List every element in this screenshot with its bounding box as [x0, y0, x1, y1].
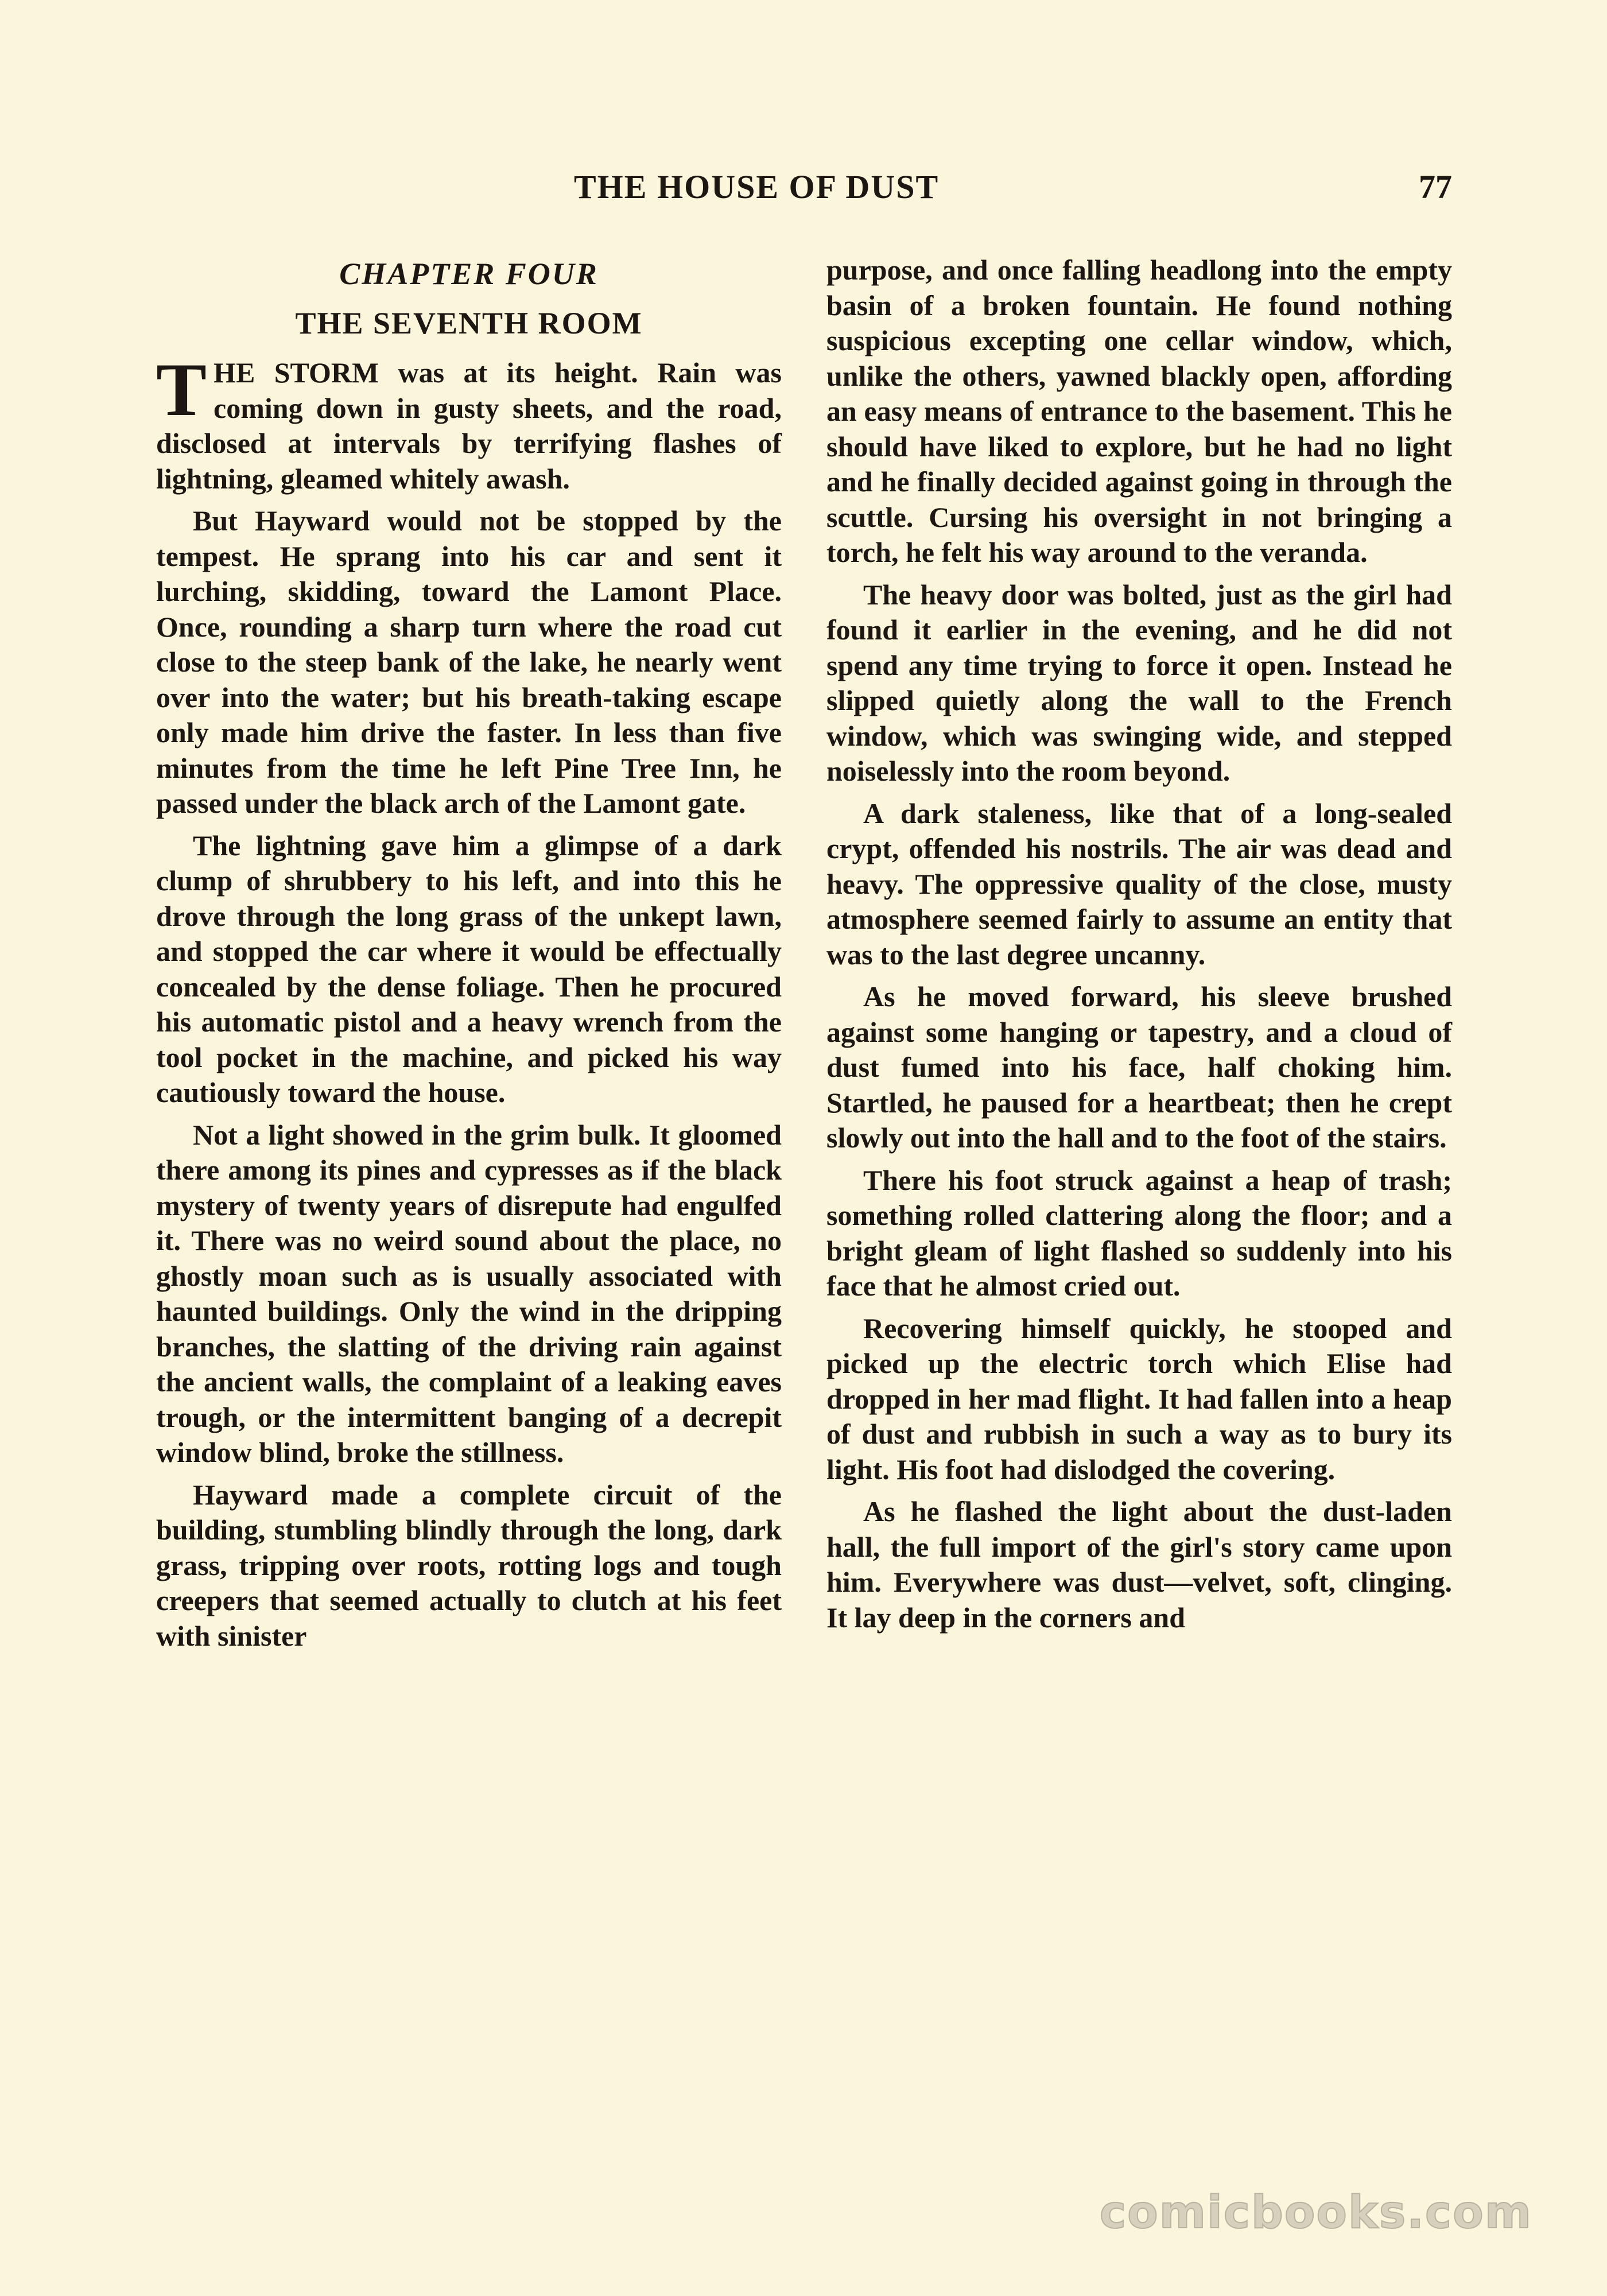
paragraph: The lightning gave him a glimpse of a dark clump of shrubbery to his left, and into this he drove through the long grass of the unkept lawn, and stopped the car where it would be effectually concealed by the dense foliage. Then he procured his automatic pistol and a heavy wrench from the tool pocket in the machine, and picked his way cautiously toward the house. — [156, 829, 782, 1108]
paragraph: purpose, and once falling headlong into the empty basin of a broken fountain. He found nothing suspicious excepting one cellar window, which, unlike the others, yawned blackly open, affording an easy means of entrance to the basement. This he should have liked to explore, but he had no light and he finally decided against going in through the scuttle. Cursing his oversight in not bringing a torch, he felt his way around to the veranda. — [826, 254, 1452, 568]
page-header — [574, 168, 1452, 214]
left-column — [156, 255, 782, 1661]
site-watermark: comicbooks.com — [1099, 2187, 1532, 2239]
paragraph: Not a light showed in the grim bulk. It gloomed there among its pines and cypresses as if the black mystery of twenty years of disrepute had engulfed it. There was no weird sound about the place, no ghostly moan such as is usually associated with haunted buildings. Only the wind in the dripping branches, the slatting of the driving rain against the ancient walls, the complaint of a leaking eaves trough, or the intermittent banging of a decrepit window blind, broke the stillness. — [156, 1118, 782, 1468]
paragraph: Recovering himself quickly, he stooped and picked up the electric torch which Elise had dropped in her mad flight. It had fallen into a heap of dust and rubbish in such a way as to bury its light. His foot had dislodged the covering. — [826, 1312, 1452, 1486]
paragraph: Hayward made a complete circuit of the building, stumbling blindly through the long, dark grass, tripping over roots, rotting logs and tough creepers that seemed actually to clutch at his feet with sinister — [156, 1478, 782, 1652]
right-column — [826, 253, 1452, 1642]
paragraph: But Hayward would not be stopped by the tempest. He sprang into his car and sent it lurching, skidding, toward the Lamont Place. Once, rounding a sharp turn where the road cut close to the steep bank of the lake, he nearly went over into the water; but his breath-taking escape only made him drive the faster. In less than five minutes from the time he left Pine Tree Inn, he passed under the black arch of the Lamont gate. — [156, 505, 782, 819]
paragraph: As he flashed the light about the dust-laden hall, the full import of the girl's story came upon him. Everywhere was dust—velvet, soft, clinging. It lay deep in the corners and — [826, 1495, 1452, 1634]
running-title: THE HOUSE OF DUST — [574, 168, 940, 205]
paragraph-text: HE STORM was at its height. Rain was coming down in gusty sheets, and the road, disclosed at intervals by terrifying flashes of lightning, gleamed whitely awash. — [156, 356, 782, 495]
paragraph: As he moved forward, his sleeve brushed against some hanging or tapestry, and a cloud of dust fumed into his face, half choking him. Startled, he paused for a heartbeat; then he crept slowly out into the hall and to the foot of the stairs. — [826, 980, 1452, 1154]
chapter-label: CHAPTER FOUR — [339, 257, 599, 291]
paragraph: There his foot struck against a heap of trash; something rolled clattering along the floor; and a bright gleam of light flashed so suddenly into his face that he almost cried out. — [826, 1163, 1452, 1302]
chapter-title: THE SEVENTH ROOM — [295, 306, 643, 340]
paragraph: The heavy door was bolted, just as the girl had found it earlier in the evening, and he did not spend any time trying to force it open. Instead he slipped quietly along the wall to the French window, which was swinging wide, and stepped noiselessly into the room beyond. — [826, 578, 1452, 787]
paragraph: A dark staleness, like that of a long-sealed crypt, offended his nostrils. The air was dead and heavy. The oppressive quality of the close, musty atmosphere seemed fairly to assume an entity that was to the last degree uncanny. — [826, 797, 1452, 971]
drop-cap: T — [156, 347, 207, 432]
paragraph — [156, 347, 782, 497]
page-number: 77 — [1419, 168, 1452, 205]
